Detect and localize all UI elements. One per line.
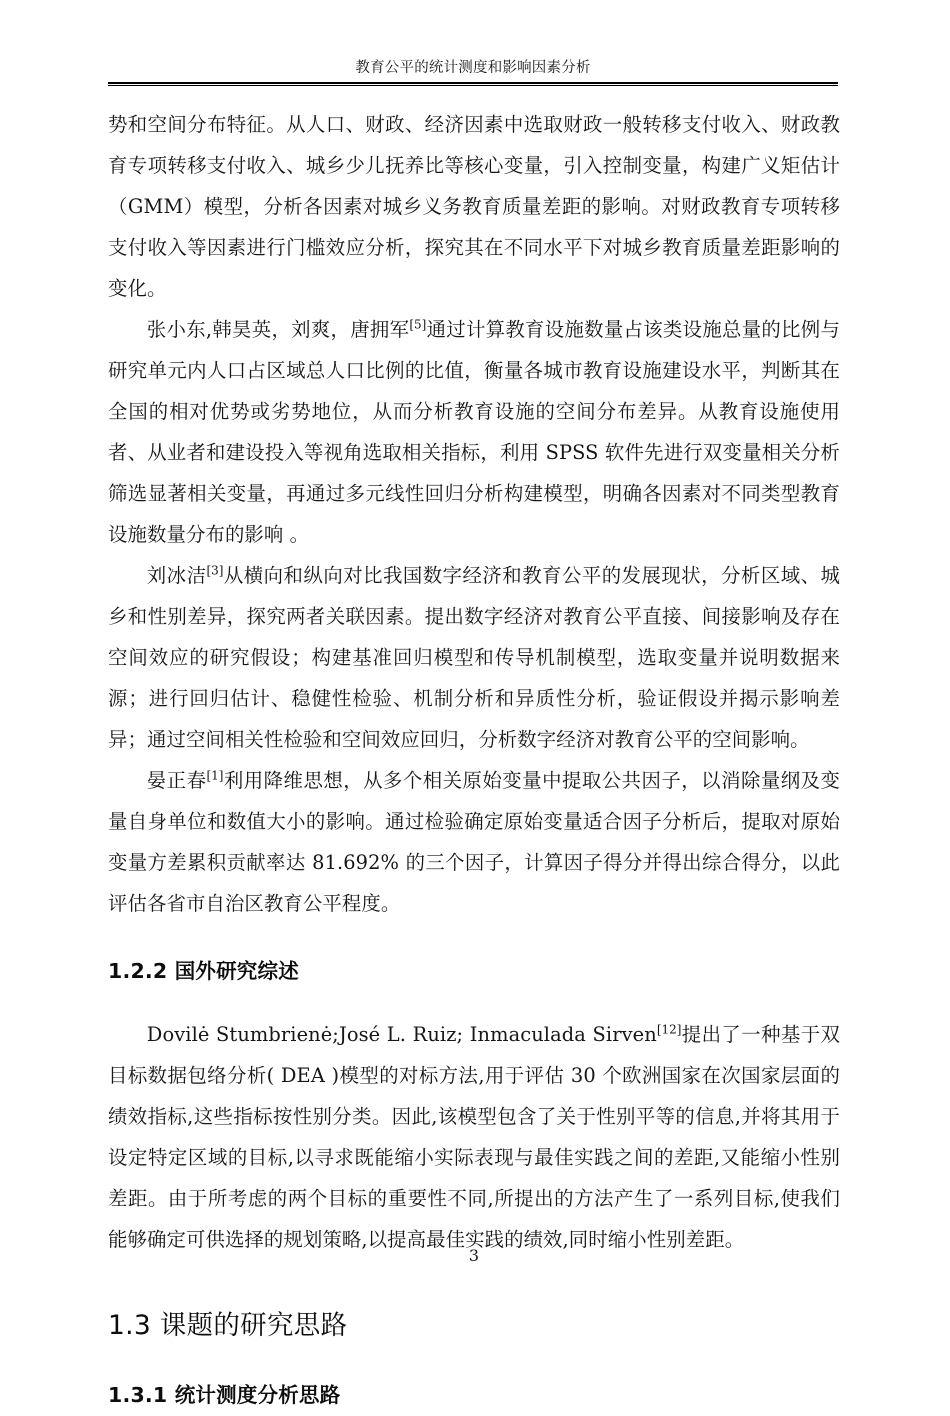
paragraph-2-text: 通过计算教育设施数量占该类设施总量的比例与研究单元内人口占区域总人口比例的比值，衡量各城市教育设施建设水平，判断其在全国的相对优势或劣势地位，从而分析教育设施的空间分布差异。从教育设施使用者、从业者和建设投入等视角选取相关指标，利用 SPSS 软件先进行双变量相关分析筛选显著相关变量，再通过多元线性回归分析构建模型，明确各因素对不同类型教育设施数量分布的影响 。 [108, 318, 840, 546]
section-heading-1-3-1: 1.3.1 统计测度分析思路 [108, 1383, 341, 1407]
paragraph-3-author: 刘冰洁 [146, 564, 207, 587]
header-double-rule [108, 82, 838, 86]
paragraph-4-author: 晏正春 [146, 769, 207, 792]
spacer [108, 1348, 840, 1375]
paragraph-zhang-xiaodong [108, 309, 840, 555]
paragraph-4-text: 利用降维思想，从多个相关原始变量中提取公共因子，以消除量纲及变量自身单位和数值大小的影响。通过检验确定原始变量适合因子分析后，提取对原始变量方差累积贡献率达 81.692% 的三个因子，计算因子得分并得出综合得分，以此评估各省市自治区教育公平程度。 [108, 769, 840, 915]
running-header-title: 教育公平的统计测度和影响因素分析 [355, 60, 591, 76]
paragraph-2-authors: 张小东,韩昊英，刘爽，唐拥军 [146, 318, 410, 341]
spacer [108, 924, 840, 951]
paragraph-5-text: 提出了一种基于双目标数据包络分析( DEA )模型的对标方法,用于评估 30 个欧洲国家在次国家层面的绩效指标,这些指标按性别分类。因此,该模型包含了关于性别平等的信息,并将其用于设定特定区域的目标,以寻求既能缩小实际表现与最佳实践之间的差距,又能缩小性别差距。由于所考虑的两个目标的重要性不同,所提出的方法产生了一系列目标,使我们能够确定可供选择的规划策略,以提高最佳实践的绩效,同时缩小性别差距。 [108, 1023, 840, 1251]
paragraph-liu-bingjie [108, 555, 840, 760]
paragraph-yan-zhengchun [108, 760, 840, 924]
section-heading-1-3: 1.3 课题的研究思路 [108, 1310, 348, 1341]
document-body [108, 104, 840, 1416]
page-footer [108, 1246, 840, 1265]
page-header [108, 60, 838, 86]
paragraph-1-text: 势和空间分布特征。从人口、财政、经济因素中选取财政一般转移支付收入、财政教育专项转移支付收入、城乡少儿抚养比等核心变量，引入控制变量，构建广义矩估计（GMM）模型，分析各因素对城乡义务教育质量差距的影响。对财政教育专项转移支付收入等因素进行门槛效应分析，探究其在不同水平下对城乡教育质量差距影响的变化。 [108, 113, 840, 300]
spacer [108, 1260, 840, 1304]
page-number: 3 [468, 1246, 480, 1265]
citation-marker-12: [12] [656, 1022, 682, 1037]
paragraph-continuation [108, 104, 840, 309]
paragraph-stumbriene [108, 1014, 840, 1260]
paragraph-5-authors: Dovilė Stumbrienė;José L. Ruiz; Inmaculada Sirven [146, 1023, 657, 1046]
section-heading-1-2-2: 1.2.2 国外研究综述 [108, 959, 299, 983]
citation-marker-5: [5] [409, 317, 427, 332]
citation-marker-3: [3] [206, 563, 224, 578]
citation-marker-1: [1] [206, 768, 224, 783]
paragraph-3-text: 从横向和纵向对比我国数字经济和教育公平的发展现状，分析区域、城乡和性别差异，探究两者关联因素。提出数字经济对教育公平直接、间接影响及存在空间效应的研究假设；构建基准回归模型和传导机制模型，选取变量并说明数据来源；进行回归估计、稳健性检验、机制分析和异质性分析，验证假设并揭示影响差异；通过空间相关性检验和空间效应回归，分析数字经济对教育公平的空间影响。 [108, 564, 840, 751]
spacer [108, 992, 840, 1014]
